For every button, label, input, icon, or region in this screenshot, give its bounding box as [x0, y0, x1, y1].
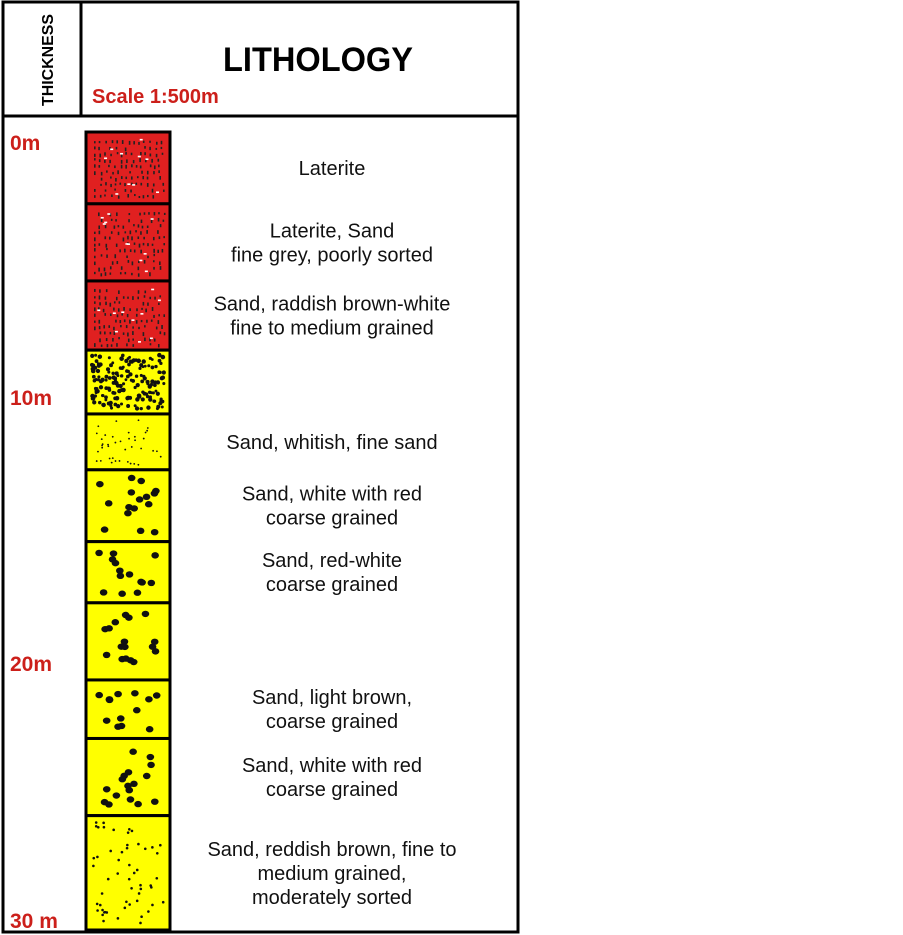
layer-description-line: Laterite, Sand: [269, 220, 395, 243]
layer-description-line: Sand, white with red: [241, 483, 423, 506]
layer-description-line: moderately sorted: [251, 886, 413, 909]
depth-marker-label: 0m: [10, 132, 41, 155]
layer-description-line: coarse grained: [265, 779, 399, 802]
depth-marker-label: 30 m: [10, 910, 58, 933]
lithology-column: [86, 132, 170, 930]
layer-description-line: medium grained,: [257, 862, 407, 885]
layer-description-line: coarse grained: [265, 507, 399, 530]
scale-label: Scale 1:500m: [92, 86, 219, 108]
layer-description-line: Sand, red-white: [261, 550, 403, 573]
depth-marker-label: 10m: [10, 387, 53, 410]
outer-frame: [3, 2, 518, 932]
layer-description-line: Sand, raddish brown-white: [213, 293, 451, 316]
layer-description-line: coarse grained: [265, 574, 399, 597]
depth-markers: [10, 132, 58, 933]
layer-description-line: fine grey, poorly sorted: [231, 244, 433, 267]
layer-description-line: Sand, whitish, fine sand: [226, 431, 438, 454]
layer-description-line: Laterite: [298, 157, 366, 180]
layer-description-line: coarse grained: [265, 711, 399, 734]
layer-block: [86, 680, 170, 739]
lithology-title: LITHOLOGY: [223, 41, 414, 79]
layer-description-line: fine to medium grained: [230, 317, 434, 340]
layer-description-line: Sand, reddish brown, fine to: [207, 838, 457, 861]
depth-marker-label: 20m: [10, 653, 53, 676]
layer-description-line: Sand, white with red: [241, 755, 423, 778]
layer-block: [86, 738, 170, 815]
layer-description-line: Sand, light brown,: [251, 687, 413, 710]
thickness-header: THICKNESS: [40, 13, 57, 106]
layer-descriptions: [207, 158, 456, 909]
